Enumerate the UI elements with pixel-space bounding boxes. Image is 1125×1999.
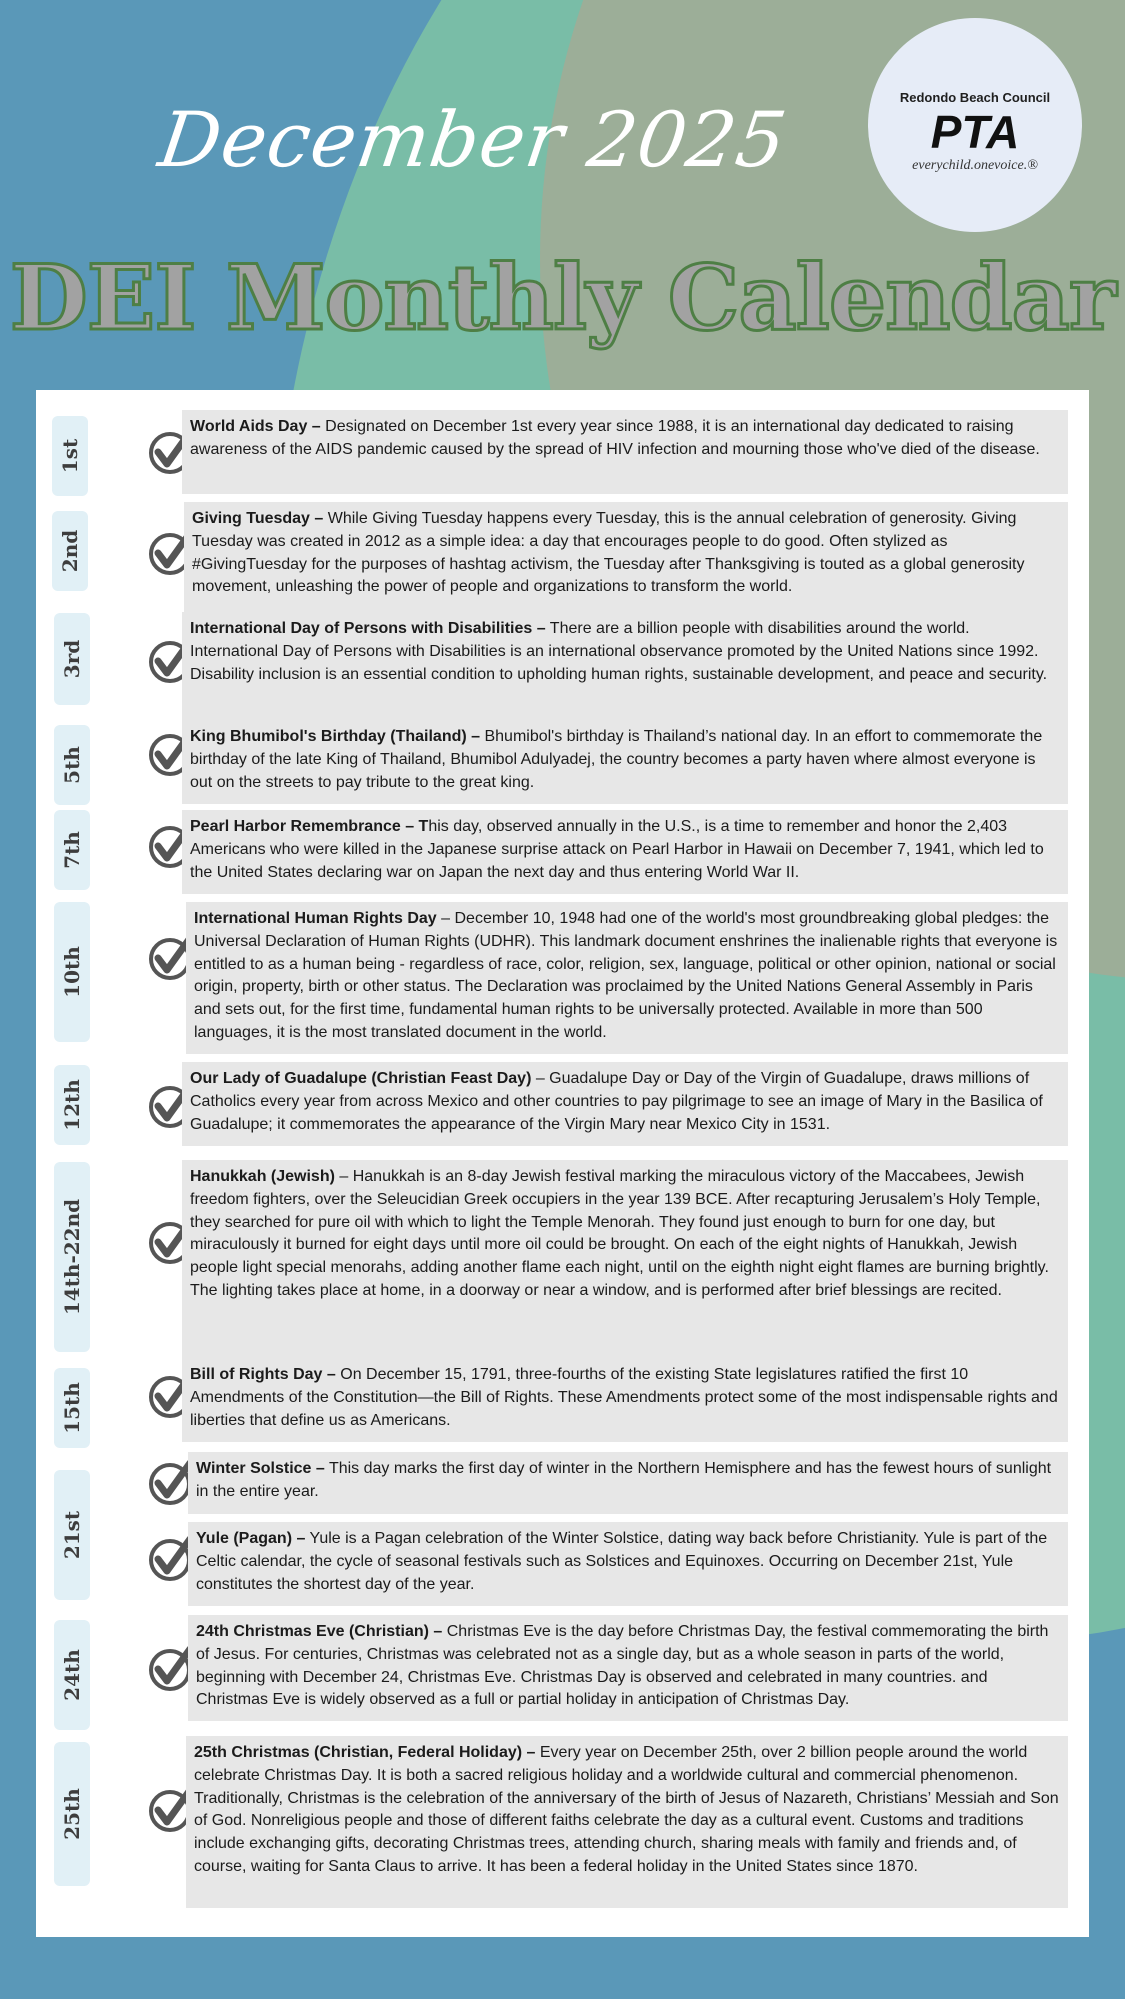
entry-text: There are a billion people with disabilities around the world. International Day of Persons with Disabilities is an international observance promoted by the United Nations since 1992. Disability inclusion is an essential condition to upholding human rights, sustainable development, and peace and security. — [190, 620, 1048, 683]
date-tab: 25th — [54, 1742, 90, 1886]
calendar-entry — [186, 902, 1068, 1054]
entry-text: – Guadalupe Day or Day of the Virgin of Guadalupe, draws millions of Catholics every year from across Mexico and other countries to pay pilgrimage to see an image of Mary in the Basilica of Guadalupe; it commemorates the appearance of the Virgin Mary near Mexico City in 1531. — [190, 1070, 1043, 1133]
entry-text: Christmas Eve is the day before Christmas Day, the festival commemorating the birth of Jesus. For centuries, Christmas was celebrated not as a single day, but as a whole season in parts of the world, beginning with December 24, Christmas Eve. Christmas Day is observed and celebrated in many countries. and Christmas Eve is widely observed as a full or partial holiday in anticipation of Christmas Day. — [196, 1623, 1049, 1709]
entry-text: Every year on December 25th, over 2 billion people around the world celebrate Christmas Day. It is both a sacred religious holiday and a worldwide cultural and commercial phenomenon. Traditionally, Christmas is the celebration of the anniversary of the birth of Jesus of Nazareth, Christians’ Messiah and Son of God. Nonreligious people and those of different faiths celebrate the day as a cultural event. Customs and traditions include exchanging gifts, decorating Christmas trees, attending church, sharing meals with family and friends and, of course, waiting for Santa Claus to arrive. It has been a federal holiday in the United States since 1870. — [194, 1744, 1059, 1875]
date-tab: 24th — [54, 1620, 90, 1730]
date-tab: 3rd — [54, 613, 90, 705]
calendar-entry — [182, 612, 1068, 720]
logo-tagline: everychild.onevoice.® — [912, 158, 1038, 173]
entry-title: Bill of Rights Day – — [190, 1366, 336, 1383]
entry-title: International Human Rights Day — [194, 910, 437, 927]
date-tab: 14th-22nd — [54, 1162, 90, 1352]
calendar-entry — [182, 1062, 1068, 1146]
date-tab: 5th — [54, 725, 90, 805]
entry-text: Bhumibol's birthday is Thailand’s national day. In an effort to commemorate the birthday of the late King of Thailand, Bhumibol Adulyadej, the country becomes a party haven where almost everyone is out on the streets to pay tribute to the great king. — [190, 728, 1043, 791]
calendar-entry — [188, 1522, 1068, 1606]
calendar-entry — [182, 1160, 1068, 1360]
entry-text: While Giving Tuesday happens every Tuesday, this is the annual celebration of generosity. Giving Tuesday was created in 2012 as a simple idea: a day that encourages people to do good. Often stylized as #GivingTuesday for the purposes of hashtag activism, the Tuesday after Thanksgiving is touted as a global generosity movement, unleashing the power of people and organizations to transform the world. — [192, 510, 1025, 596]
entry-title: Our Lady of Guadalupe (Christian Feast Day) — [190, 1070, 532, 1087]
pta-logo — [868, 18, 1082, 232]
entry-title: International Day of Persons with Disabilities – — [190, 620, 546, 637]
entry-title: World Aids Day – — [190, 418, 321, 435]
calendar-entry — [186, 1736, 1068, 1908]
calendar-entry — [182, 810, 1068, 894]
entry-text: – Hanukkah is an 8-day Jewish festival marking the miraculous victory of the Maccabees, Jewish freedom fighters, over the Seleucidian Greek occupiers in the year 139 BCE. After recapturing Jerusalem’s Holy Temple, they searched for pure oil with which to light the Temple Menorah. They found just enough to burn for one day, but miraculously it burned for eight days until more oil could be brought. On each of the eight nights of Hanukkah, Jewish people light special menorahs, adding another flame each night, until on the eighth night eight flames are burning brightly. The lighting takes place at home, in a doorway or near a window, and is performed after brief blessings are recited. — [190, 1168, 1049, 1299]
date-tab: 1st — [52, 416, 88, 496]
entry-title: Pearl Harbor Remembrance – T — [190, 818, 429, 835]
date-tab: 7th — [54, 810, 90, 890]
date-tab: 2nd — [52, 511, 88, 591]
date-tab: 10th — [54, 902, 90, 1042]
calendar-entry — [184, 502, 1068, 612]
entry-text: This day marks the first day of winter in the Northern Hemisphere and has the fewest hours of sunlight in the entire year. — [196, 1460, 1052, 1500]
calendar-entry — [182, 1358, 1068, 1442]
calendar-entry — [188, 1615, 1068, 1721]
entry-text: – December 10, 1948 had one of the world's most groundbreaking global pledges: the Universal Declaration of Human Rights (UDHR). This landmark document enshrines the inalienable rights that everyone is entitled to as a human being - regardless of race, color, religion, sex, language, political or other opinion, national or social origin, property, birth or other status. The Declaration was proclaimed by the United Nations General Assembly in Paris and sets out, for the first time, fundamental human rights to be universally protected. Available in more than 500 languages, it is the most translated document in the world. — [194, 910, 1058, 1041]
date-tab: 15th — [54, 1368, 90, 1448]
logo-pta-wordmark: PTA — [930, 106, 1020, 158]
calendar-entry — [182, 720, 1068, 804]
entry-text: his day, observed annually in the U.S., is a time to remember and honor the 2,403 Americans who were killed in the Japanese surprise attack on Pearl Harbor in Hawaii on December 7, 1941, which led to the United States declaring war on Japan the next day and thus entering World War II. — [190, 818, 1044, 881]
entry-title: King Bhumibol's Birthday (Thailand) – — [190, 728, 481, 745]
entry-title: 25th Christmas (Christian, Federal Holiday) – — [194, 1744, 536, 1761]
calendar-entry — [182, 410, 1068, 494]
entry-title: Yule (Pagan) – — [196, 1530, 306, 1547]
month-title: December 2025 — [153, 95, 793, 184]
date-tab: 21st — [54, 1470, 90, 1600]
logo-council-name: Redondo Beach Council — [899, 90, 1051, 105]
entry-title: Winter Solstice – — [196, 1460, 325, 1477]
entry-text: On December 15, 1791, three-fourths of the existing State legislatures ratified the first 10 Amendments of the Constitution—the Bill of Rights. These Amendments protect some of the most indispensable rights and liberties that define us as Americans. — [190, 1366, 1058, 1429]
entry-text: Yule is a Pagan celebration of the Winter Solstice, dating way back before Christianity. Yule is part of the Celtic calendar, the cycle of seasonal festivals such as Solstices and Equinoxes. Occurring on December 21st, Yule constitutes the shortest day of the year. — [196, 1530, 1048, 1593]
entry-title: Hanukkah (Jewish) — [190, 1168, 335, 1185]
calendar-panel — [36, 390, 1089, 1937]
entry-title: 24th Christmas Eve (Christian) – — [196, 1623, 443, 1640]
calendar-entry — [188, 1452, 1068, 1514]
page-title: DEI Monthly Calendar — [9, 245, 1116, 351]
entry-text: Designated on December 1st every year since 1988, it is an international day dedicated to raising awareness of the AIDS pandemic caused by the spread of HIV infection and mourning those who've died of the disease. — [190, 418, 1040, 458]
date-tab: 12th — [54, 1065, 90, 1145]
entry-title: Giving Tuesday – — [192, 510, 324, 527]
